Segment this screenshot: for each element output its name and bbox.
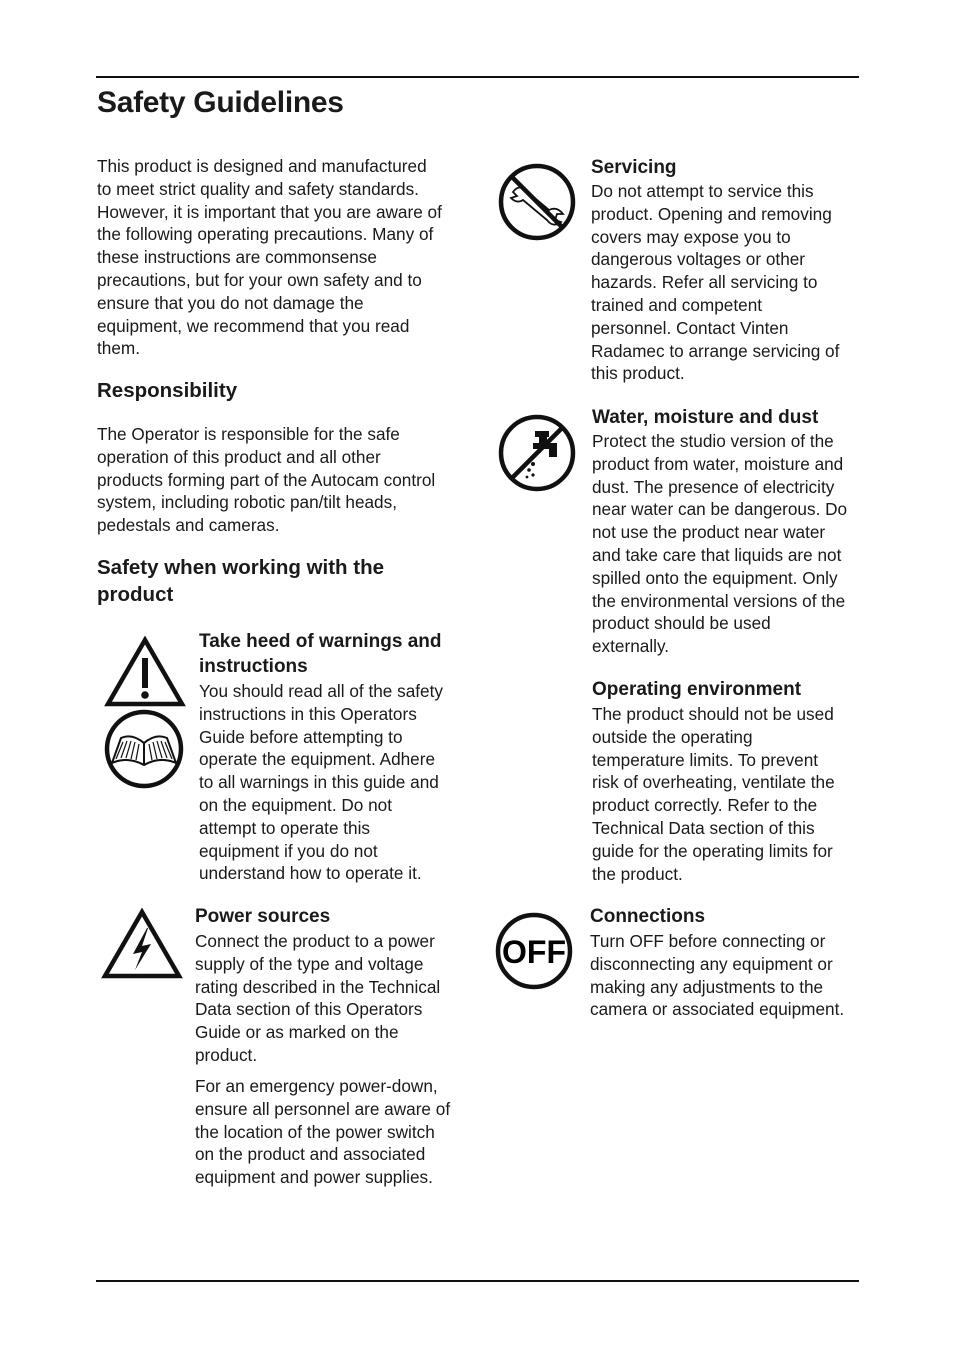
- bottom-rule: [96, 1280, 859, 1282]
- electrical-hazard-icon: [101, 908, 183, 980]
- top-rule: [96, 76, 859, 78]
- safety-working-heading: Safety when working with the product: [97, 556, 385, 606]
- water-heading: Water, moisture and dust: [592, 407, 819, 428]
- responsibility-heading: Responsibility: [97, 379, 238, 402]
- power-paragraph-1: Connect the product to a power supply of the type and voltage rating described in the Technical Data section of this Operators Guide or as marked on the product.: [195, 931, 441, 1065]
- connections-heading: Connections: [590, 906, 706, 927]
- warnings-heading: Take heed of warnings and instructions: [199, 631, 442, 677]
- intro-paragraph: This product is designed and manufactured to meet strict quality and safety standards. However, it is important that you are aware of the following operating precautions. Many of these instructions are commonsense precautions, but for your own safety and to ensure that you do not damage the equipment, we recommend that you read them.: [97, 156, 442, 359]
- warning-triangle-icon: [104, 636, 186, 708]
- servicing-paragraph: Do not attempt to service this product. Opening and removing covers may expose you to dangerous voltages or other hazards. Refer all servicing to trained and competent personnel. Contact Vinten Radamec to arrange servicing of this product.: [591, 181, 840, 384]
- no-servicing-icon: [497, 162, 577, 242]
- responsibility-paragraph: The Operator is responsible for the safe operation of this product and all other products forming part of the Autocam control system, including robotic pan/tilt heads, pedestals and cameras.: [97, 424, 436, 536]
- environment-paragraph: The product should not be used outside the operating temperature limits. To prevent risk of overheating, ventilate the product correctly. Refer to the Technical Data section of this guide for the operating limits for the product.: [592, 704, 835, 884]
- warnings-paragraph: You should read all of the safety instructions in this Operators Guide before attempting to operate the equipment. Adhere to all warnings in this guide and on the equipment. Do not attempt to operate this equipment if you do not understand how to operate it.: [199, 681, 443, 884]
- water-paragraph: Protect the studio version of the product from water, moisture and dust. The presence of electricity near water can be dangerous. Do not use the product near water and take care that liquids are not spilled onto the equipment. Only the environmental versions of the product should be used externally.: [592, 431, 848, 657]
- off-switch-icon: [494, 911, 574, 991]
- servicing-heading: Servicing: [591, 157, 677, 178]
- environment-heading: Operating environment: [592, 679, 802, 700]
- read-manual-icon: [104, 709, 184, 789]
- power-paragraph-2: For an emergency power-down, ensure all personnel are aware of the location of the power switch on the product and associated equipment and power supplies.: [195, 1076, 451, 1188]
- power-heading: Power sources: [195, 906, 331, 927]
- no-water-icon: [497, 413, 577, 493]
- page-title: Safety Guidelines: [97, 86, 344, 119]
- off-switch-label: OFF: [502, 934, 566, 970]
- connections-paragraph: Turn OFF before connecting or disconnecting any equipment or making any adjustments to the camera or associated equipment.: [590, 931, 845, 1020]
